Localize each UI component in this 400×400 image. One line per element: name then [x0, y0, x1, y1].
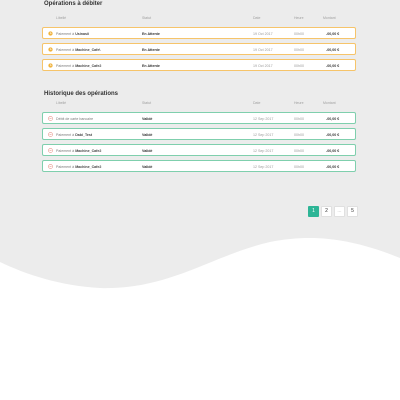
history-row[interactable] [42, 112, 356, 124]
operation-hour: 00h00 [294, 63, 304, 68]
operation-amount: -00,00 € [326, 116, 340, 121]
operation-label: Paiement à Usinasii [56, 31, 89, 36]
operation-label: Paiement à Machine_Cafe\ [56, 47, 101, 52]
minus-circle-icon [48, 164, 53, 169]
operation-label: Paiement à Dabi_Test [56, 132, 93, 137]
operation-amount: -00,00 € [326, 47, 340, 52]
history-title: Historique des opérations [44, 91, 119, 97]
operation-amount: -00,00 € [326, 31, 340, 36]
operation-label: Paiement à Machine_Cafe2 [56, 148, 102, 153]
header-label: Libellé [56, 16, 67, 20]
page-ellipsis: ... [334, 206, 345, 217]
operation-date: 19 Oct 2017 [253, 31, 273, 36]
operation-hour: 00h00 [294, 148, 304, 153]
operation-date: 12 Sep 2017 [253, 116, 274, 121]
header-amount: Montant [323, 101, 336, 105]
operation-status: En Attente [142, 31, 160, 36]
operation-date: 12 Sep 2017 [253, 164, 274, 169]
history-row[interactable] [42, 160, 356, 172]
page-button-2[interactable]: 2 [321, 206, 332, 217]
to-debit-row[interactable] [42, 27, 356, 39]
operation-status: En Attente [142, 63, 160, 68]
to-debit-row[interactable] [42, 43, 356, 55]
to-debit-row[interactable] [42, 59, 356, 71]
history-headers [42, 101, 358, 107]
page-button-5[interactable]: 5 [347, 206, 358, 217]
operation-date: 19 Oct 2017 [253, 63, 273, 68]
operation-amount: -00,00 € [326, 164, 340, 169]
operation-hour: 00h00 [294, 164, 304, 169]
operation-date: 12 Sep 2017 [253, 148, 274, 153]
operation-amount: -00,00 € [326, 148, 340, 153]
operation-status: Validé [142, 164, 153, 169]
operation-date: 12 Sep 2017 [253, 132, 274, 137]
operation-hour: 00h00 [294, 116, 304, 121]
minus-circle-icon [48, 132, 53, 137]
header-status: Statut [142, 101, 152, 105]
operation-status: En Attente [142, 47, 160, 52]
operation-hour: 00h00 [294, 132, 304, 137]
operation-amount: -00,00 € [326, 63, 340, 68]
operation-amount: -00,00 € [326, 132, 340, 137]
operation-label: Paiement à Machine_Cafe2 [56, 164, 102, 169]
minus-circle-icon [48, 116, 53, 121]
header-date: Date [253, 16, 261, 20]
header-hour: Heure [294, 101, 304, 105]
minus-circle-icon [48, 148, 53, 153]
to-debit-title: Opérations à débiter [44, 1, 103, 7]
operation-label: Paiement à Machine_Cafe2 [56, 63, 102, 68]
operation-status: Validé [142, 116, 153, 121]
operation-status: Validé [142, 148, 153, 153]
history-row[interactable] [42, 128, 356, 140]
operation-hour: 00h00 [294, 47, 304, 52]
operation-hour: 00h00 [294, 31, 304, 36]
operation-label: Débit de carte bancaire [56, 116, 94, 121]
clock-icon [48, 63, 53, 68]
operation-status: Validé [142, 132, 153, 137]
header-hour: Heure [294, 16, 304, 20]
header-date: Date [253, 101, 261, 105]
clock-icon [48, 31, 53, 36]
header-status: Statut [142, 16, 152, 20]
page-button-1[interactable]: 1 [308, 206, 319, 217]
header-amount: Montant [323, 16, 336, 20]
header-label: Libellé [56, 101, 67, 105]
history-row[interactable] [42, 144, 356, 156]
operation-date: 19 Oct 2017 [253, 47, 273, 52]
to-debit-headers [42, 16, 358, 22]
clock-icon [48, 47, 53, 52]
